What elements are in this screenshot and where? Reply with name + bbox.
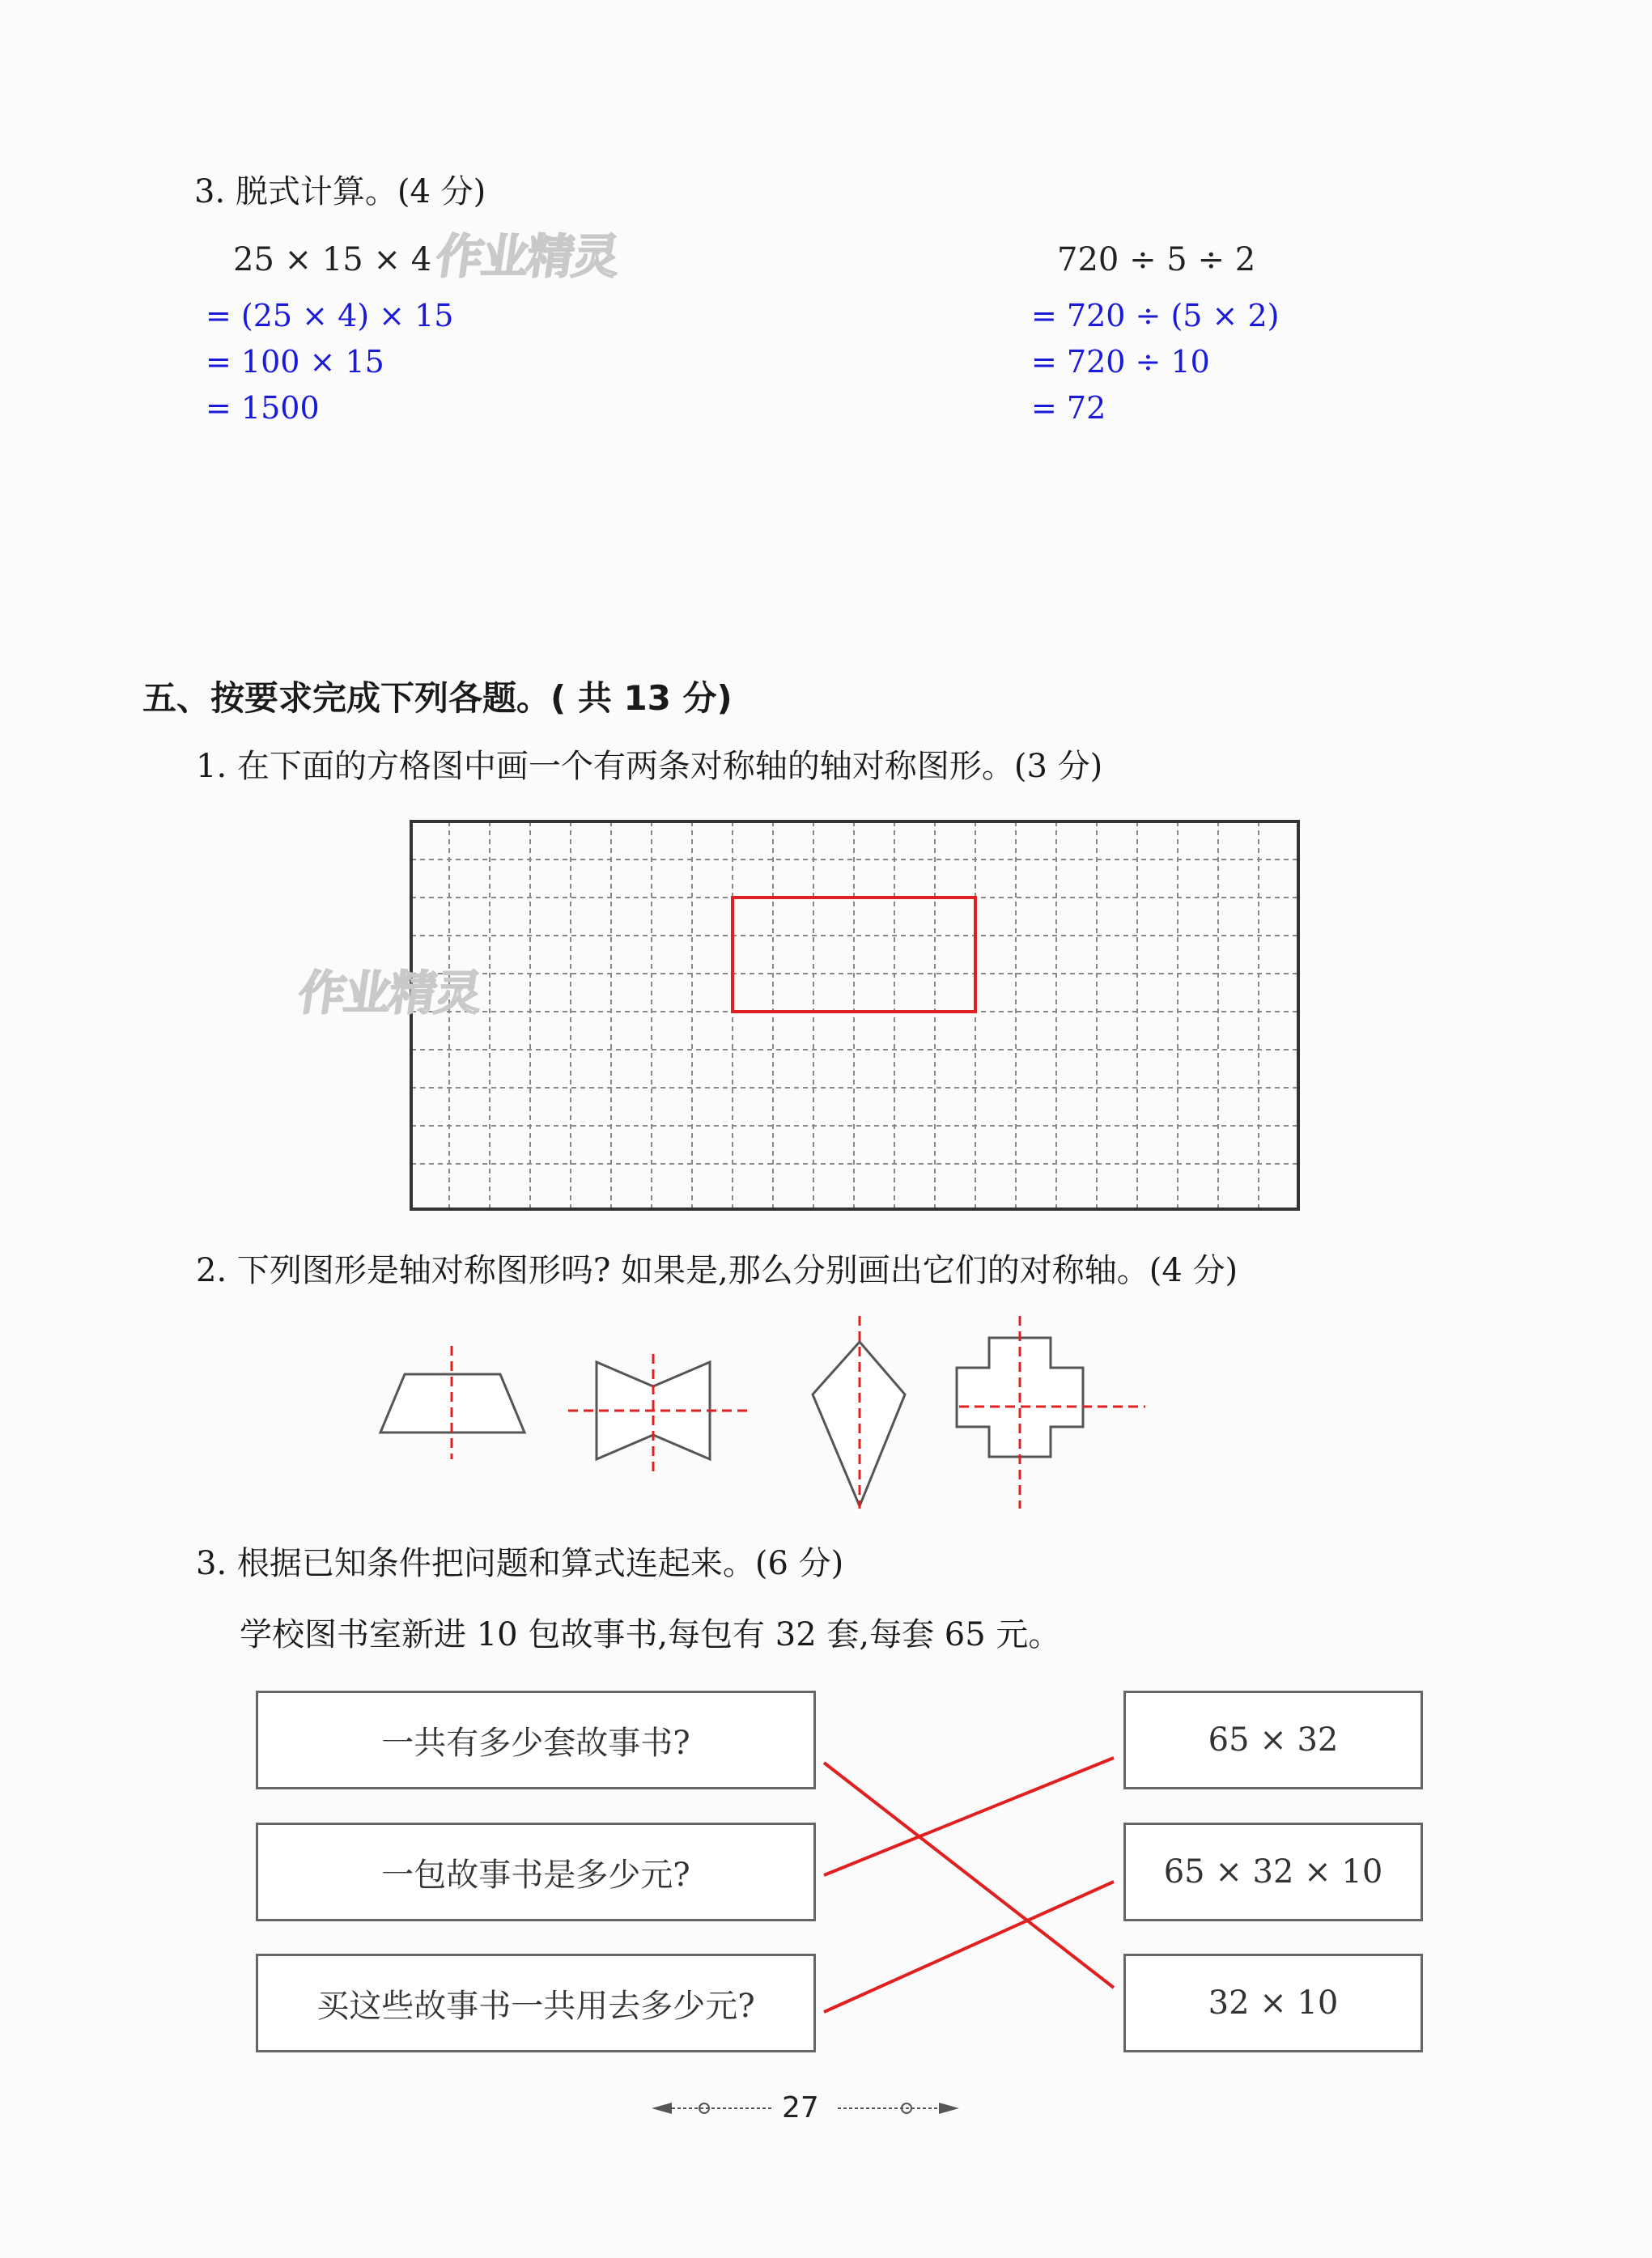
q2-title: 2. 下列图形是轴对称图形吗? 如果是,那么分别画出它们的对称轴。(4 分) [196,1252,1238,1289]
section-five-title: 五、按要求完成下列各题。( 共 13 分) [142,678,733,718]
question-box-2: 一包故事书是多少元? [256,1823,816,1921]
calc-left-problem: 25 × 15 × 4 [233,241,432,278]
expression-box-2: 65 × 32 × 10 [1123,1823,1423,1921]
footer-ornament-left [648,2096,777,2120]
calc-left-step-1: = (25 × 4) × 15 [206,298,454,333]
calc-right-step-3: = 72 [1031,390,1106,426]
watermark-2: 作业精灵 [295,966,485,1021]
watermark-1: 作业精灵 [432,229,622,284]
calc-right-problem: 720 ÷ 5 ÷ 2 [1057,241,1256,278]
match-line-3 [824,1882,1114,2012]
page-number: 27 [782,2091,819,2124]
calc-left-step-2: = 100 × 15 [206,344,384,380]
expression-box-3: 32 × 10 [1123,1954,1423,2052]
question-box-1: 一共有多少套故事书? [256,1691,816,1789]
q3-title: 3. 根据已知条件把问题和算式连起来。(6 分) [196,1545,844,1582]
footer-ornament-right [834,2096,963,2120]
calc-right-step-1: = 720 ÷ (5 × 2) [1031,298,1280,333]
q3-condition: 学校图书室新进 10 包故事书,每包有 32 套,每套 65 元。 [240,1616,1061,1653]
calc-left-step-3: = 1500 [206,390,320,426]
match-line-2 [824,1758,1114,1875]
calc-title: 3. 脱式计算。(4 分) [194,173,486,210]
expression-box-1: 65 × 32 [1123,1691,1423,1789]
q1-title: 1. 在下面的方格图中画一个有两条对称轴的轴对称图形。(3 分) [196,748,1103,785]
question-box-3: 买这些故事书一共用去多少元? [256,1954,816,2052]
calc-right-step-2: = 720 ÷ 10 [1031,344,1210,380]
match-line-1 [824,1763,1114,1988]
